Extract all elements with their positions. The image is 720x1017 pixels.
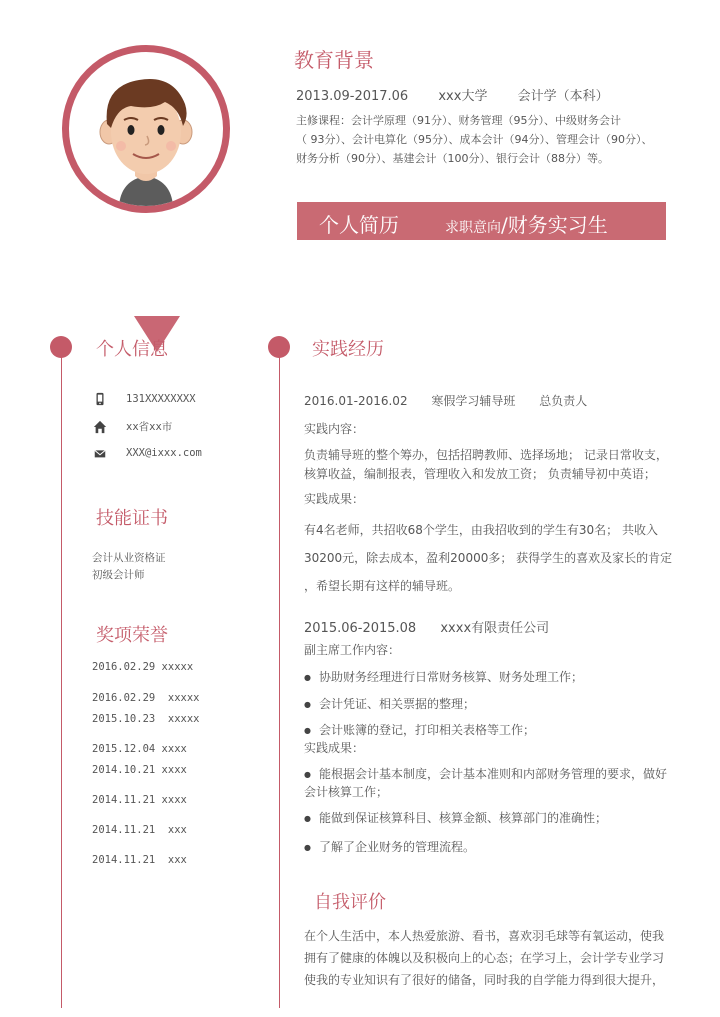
- job2-result-cont: 会计核算工作；: [304, 785, 389, 799]
- right-timeline-dot: [268, 336, 290, 358]
- practice-title: 实践经历: [312, 339, 384, 360]
- job2-bullet: ● 会计账簿的登记，打印相关表格等工作；: [304, 721, 535, 738]
- job1-content-label: 实践内容：: [304, 422, 365, 436]
- job1-role: 总负责人: [539, 394, 588, 408]
- job2-period: 2015.06-2015.08: [304, 621, 417, 636]
- award-item: 2014.11.21 xxxx: [92, 794, 187, 806]
- self-eval-text: 在个人生活中，本人热爱旅游、看书，喜欢羽毛球等有氧运动，使我 拥有了健康的体魄以及积极向上的心态；在学习上，会计学专业学习 使我的专业知识有了很好的储备，同时我的自学能力得到很大提升，: [304, 929, 665, 987]
- award-item: 2015.10.23 xxxxx: [92, 713, 200, 725]
- left-timeline: [61, 356, 62, 1008]
- award-item: 2016.02.29 xxxxx: [92, 661, 194, 673]
- skills-title: 技能证书: [96, 508, 168, 529]
- right-timeline: [279, 356, 280, 1008]
- job1-result-label: 实践成果：: [304, 492, 365, 506]
- address-text: xx省xx市: [126, 421, 173, 433]
- job2-bullet: ● 能做到保证核算科目、核算金额、核算部门的准确性；: [304, 809, 607, 826]
- job1-result: 有4名老师，共招收68个学生，由我招收到的学生有30名； 共收入 30200元，除去成本，盈利20000多； 获得学生的喜欢及家长的肯定 ，希望长期有这样的辅导班。: [304, 523, 673, 593]
- resume-label: 个人简历: [319, 213, 399, 237]
- self-eval-title: 自我评价: [314, 892, 386, 913]
- job2-header: [304, 617, 549, 636]
- avatar: [62, 45, 230, 213]
- email-text: XXX@ixxx.com: [126, 447, 202, 459]
- skill-item: 初级会计师: [92, 569, 145, 581]
- left-timeline-dot: [50, 336, 72, 358]
- job1-org: 寒假学习辅导班: [431, 394, 516, 408]
- job2-bullet: ● 会计凭证、相关票据的整理；: [304, 695, 475, 712]
- home-icon: [92, 420, 108, 434]
- job2-org: xxxx有限责任公司: [440, 621, 550, 636]
- phone-icon: [92, 392, 108, 406]
- job1-period: 2016.01-2016.02: [304, 394, 408, 408]
- job2-result-bullet: ● 能根据会计基本制度，会计基本准则和内部财务管理的要求，做好: [304, 765, 667, 782]
- job-intent: 求职意向/财务实习生: [445, 213, 608, 237]
- education-major: 会计学（本科）: [517, 89, 609, 104]
- job2-bullet: ● 了解了企业财务的管理流程。: [304, 838, 475, 855]
- awards-title: 奖项荣誉: [96, 625, 168, 646]
- education-period: 2013.09-2017.06: [296, 89, 409, 104]
- award-item: 2014.11.21 xxx: [92, 854, 187, 866]
- job2-role-label: 副主席工作内容：: [304, 643, 401, 657]
- skill-item: 会计从业资格证: [92, 552, 166, 564]
- job2-result-label: 实践成果：: [304, 741, 365, 755]
- award-item: 2015.12.04 xxxx: [92, 743, 187, 755]
- job2-bullet: ● 协助财务经理进行日常财务核算、财务处理工作；: [304, 668, 583, 685]
- phone-text: 131XXXXXXXX: [126, 393, 196, 405]
- education-school: xxx大学: [438, 89, 488, 104]
- award-item: 2014.11.21 xxx: [92, 824, 187, 836]
- cartoon-avatar-icon: [69, 52, 223, 206]
- resume-banner: [297, 202, 666, 240]
- email-row: [92, 446, 202, 460]
- award-item: 2014.10.21 xxxx: [92, 764, 187, 776]
- address-row: [92, 419, 172, 434]
- mail-icon: [92, 446, 108, 460]
- job1-content: 负责辅导班的整个筹办，包括招聘教师、选择场地； 记录日常收支， 核算收益，编制报表，管理收入和发放工资； 负责辅导初中英语；: [304, 448, 668, 481]
- education-title: 教育背景: [294, 48, 374, 72]
- education-summary: [296, 85, 635, 104]
- personal-info-title: 个人信息: [96, 339, 168, 360]
- education-courses: 主修课程：会计学原理（91分）、财务管理（95分）、中级财务会计 （ 93分）、会计电算化（95分）、成本会计（94分）、管理会计（90分）、 财务分析（90分）、基建会计（100分）、银行会计（88分）等。: [296, 114, 653, 165]
- job1-header: [304, 392, 587, 409]
- phone-row: [92, 392, 196, 406]
- award-item: 2016.02.29 xxxxx: [92, 692, 200, 704]
